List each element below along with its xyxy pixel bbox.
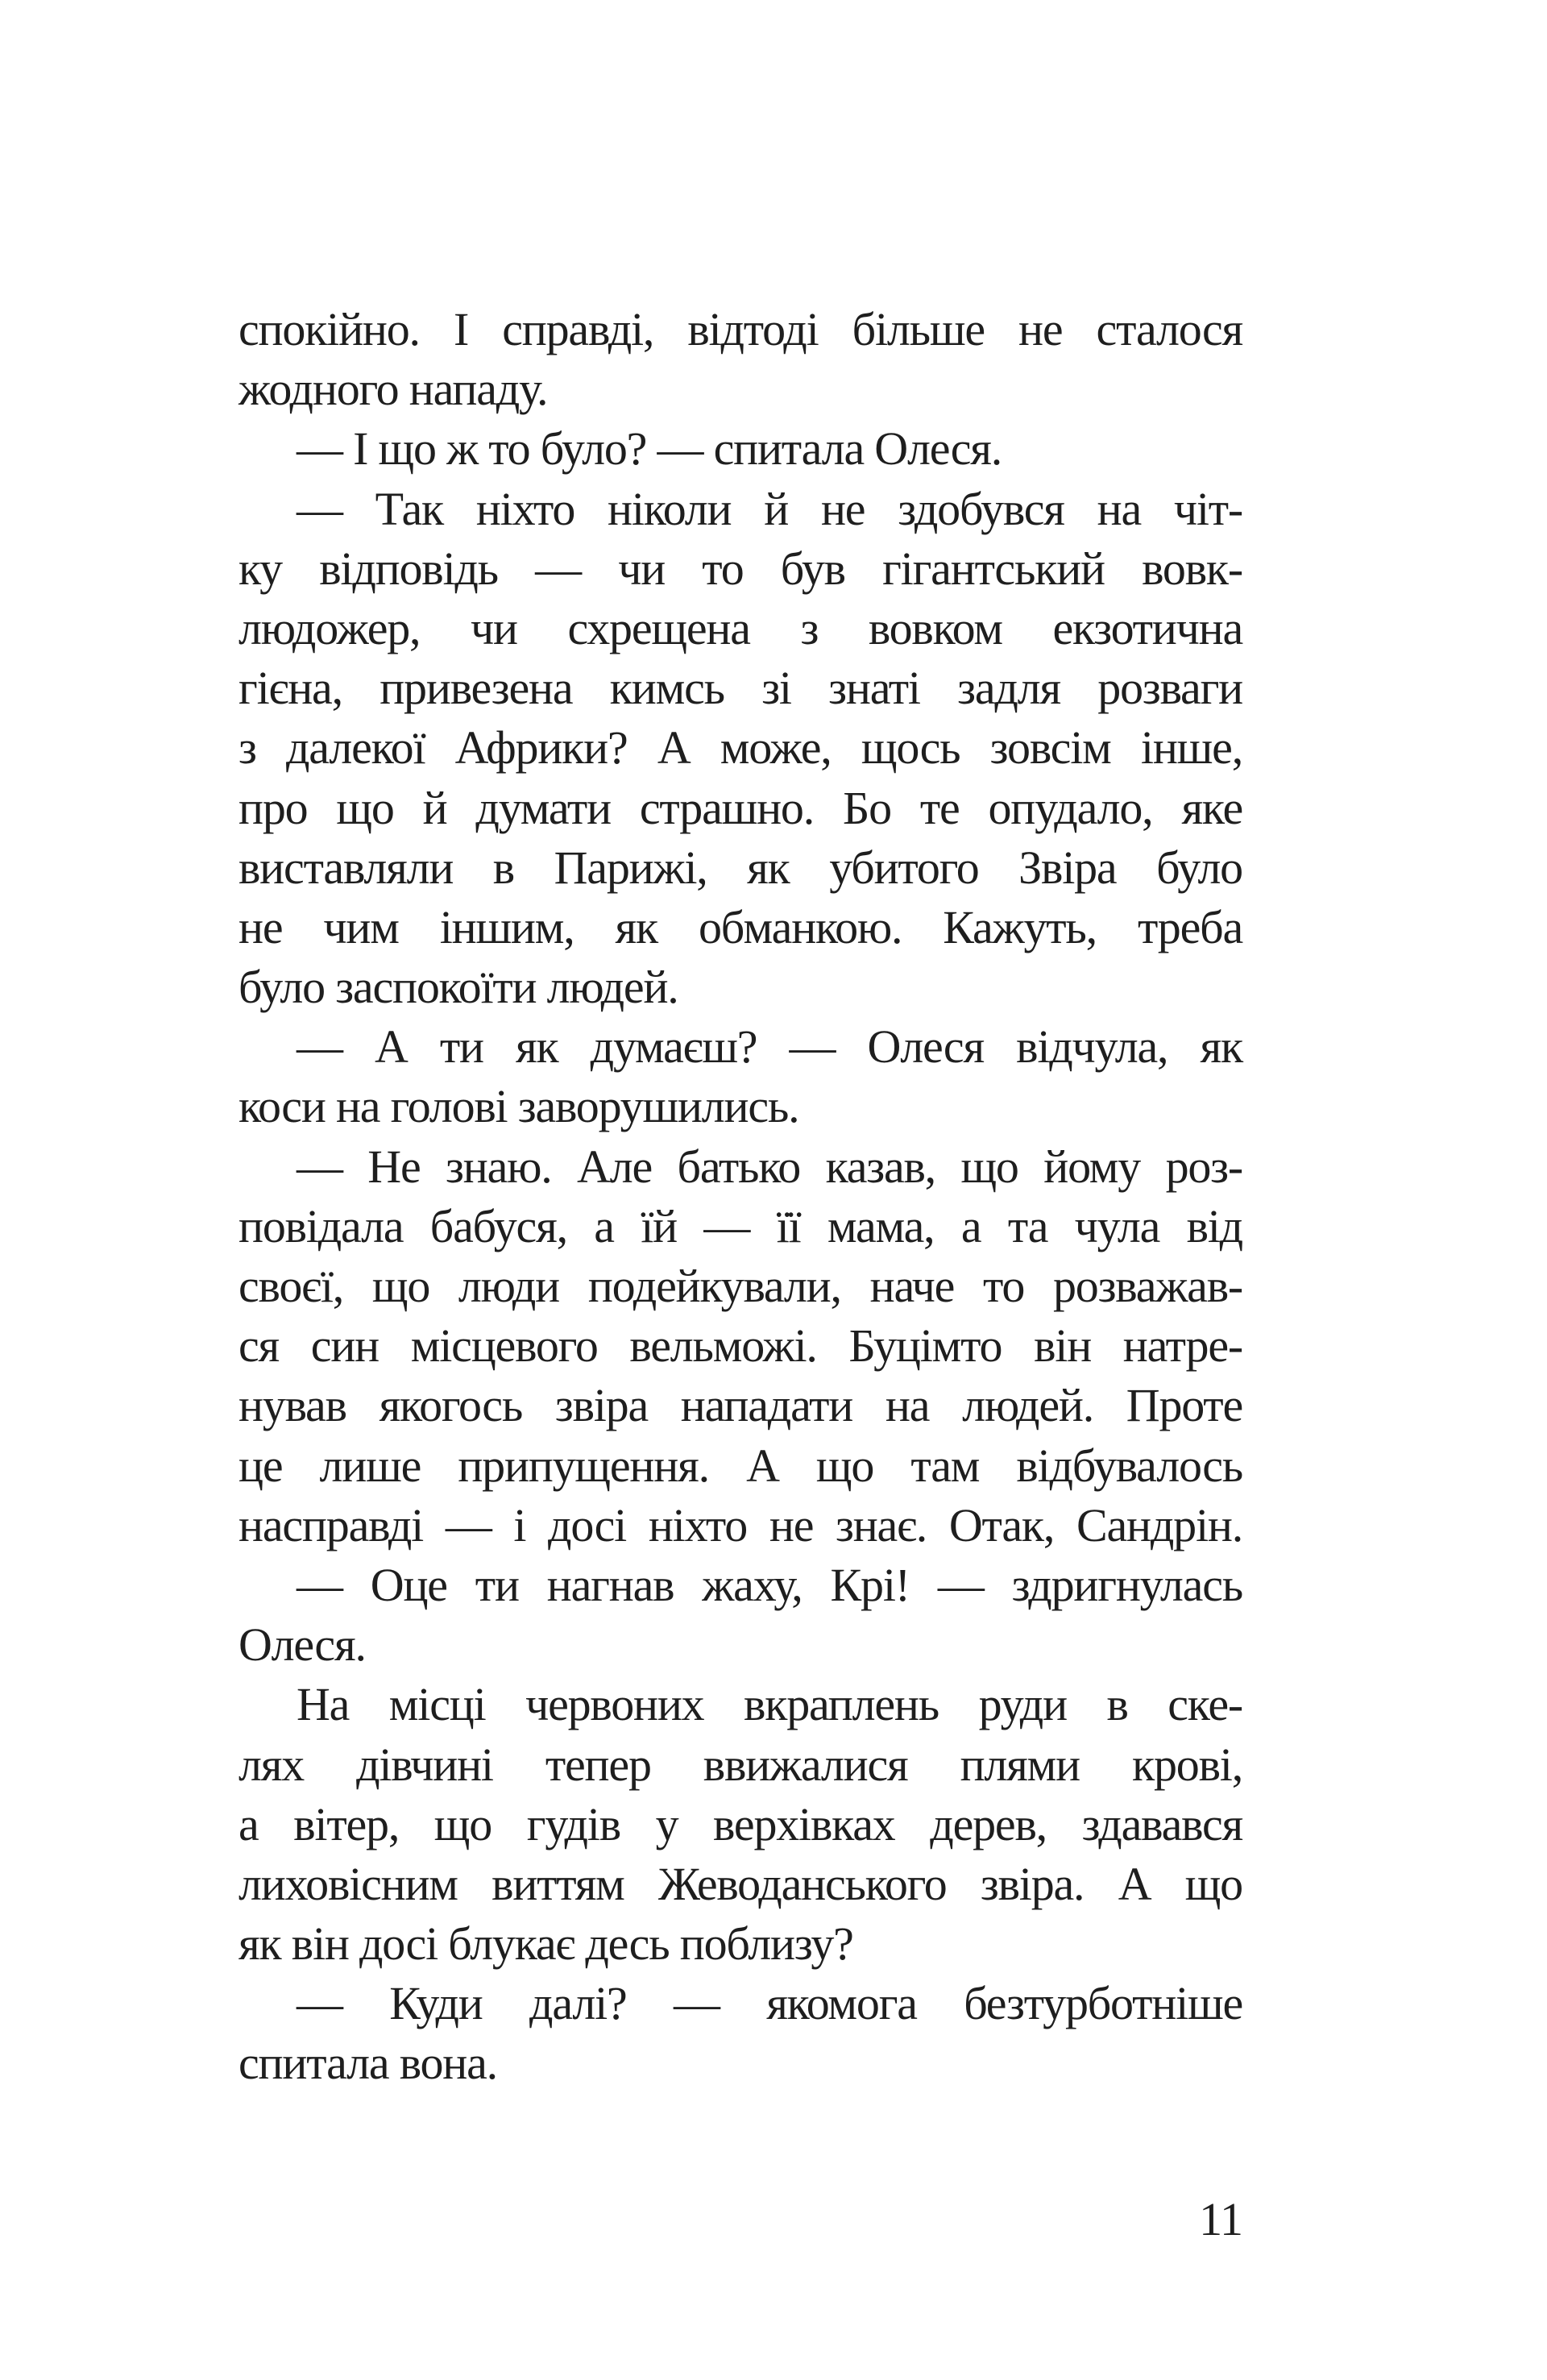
- text-line: спитала вона.: [238, 2037, 497, 2090]
- text-line: ся син місцевого вельможі. Буцімто він натре-: [238, 1319, 1242, 1373]
- text-line: коси на голові заворушились.: [238, 1080, 799, 1133]
- text-line: а вітер, що гудів у верхівках дерев, здавався: [238, 1797, 1242, 1850]
- text-line: — Не знаю. Але батько казав, що йому роз-: [297, 1140, 1242, 1193]
- text-line: нував якогось звіра нападати на людей. Проте: [238, 1379, 1242, 1432]
- text-line: не чим іншим, як обманкою. Кажуть, треба: [238, 900, 1242, 953]
- text-line: виставляли в Парижі, як убитого Звіра було: [238, 841, 1242, 894]
- text-line: Олеся.: [238, 1618, 366, 1672]
- text-line: насправді — і досі ніхто не знає. Отак, Сандрін.: [238, 1498, 1242, 1551]
- page-number: 11: [1199, 2193, 1242, 2245]
- page-body-text: [238, 300, 1242, 2094]
- text-line: ку відповідь — чи то був гігантський вовк-: [238, 542, 1242, 595]
- text-line: жодного нападу.: [238, 363, 548, 416]
- text-line: своєї, що люди подейкували, наче то розважав-: [238, 1260, 1242, 1312]
- text-line: було заспокоїти людей.: [238, 961, 678, 1014]
- text-line: як він досі блукає десь поблизу?: [238, 1917, 853, 1971]
- text-line: гієна, привезена кимсь зі знаті задля розваги: [238, 662, 1242, 715]
- text-line: — Так ніхто ніколи й не здобувся на чіт-: [297, 482, 1242, 535]
- text-line: — Оце ти нагнав жаху, Крі! — здригнулась: [297, 1558, 1242, 1611]
- text-line: спокійно. І справді, відтоді більше не сталося: [238, 303, 1242, 355]
- text-line: це лише припущення. А що там відбувалось: [238, 1439, 1242, 1492]
- text-line: — Куди далі? — якомога безтурботніше: [297, 1977, 1242, 2030]
- text-line: повідала бабуся, а їй — її мама, а та чула від: [238, 1199, 1242, 1252]
- text-line: На місці червоних вкраплень руди в ске-: [297, 1678, 1242, 1731]
- text-line: з далекої Африки? А може, щось зовсім інше,: [238, 721, 1242, 775]
- text-line: про що й думати страшно. Бо те опудало, яке: [238, 781, 1242, 834]
- text-line: — А ти як думаєш? — Олеся відчула, як: [297, 1020, 1242, 1074]
- text-line: людожер, чи схрещена з вовком екзотична: [238, 601, 1242, 654]
- text-line: лиховісним виттям Жеводанського звіра. А що: [238, 1857, 1242, 1910]
- text-line: — І що ж то було? — спитала Олеся.: [297, 422, 1002, 476]
- text-line: лях дівчині тепер ввижалися плями крові,: [238, 1738, 1242, 1791]
